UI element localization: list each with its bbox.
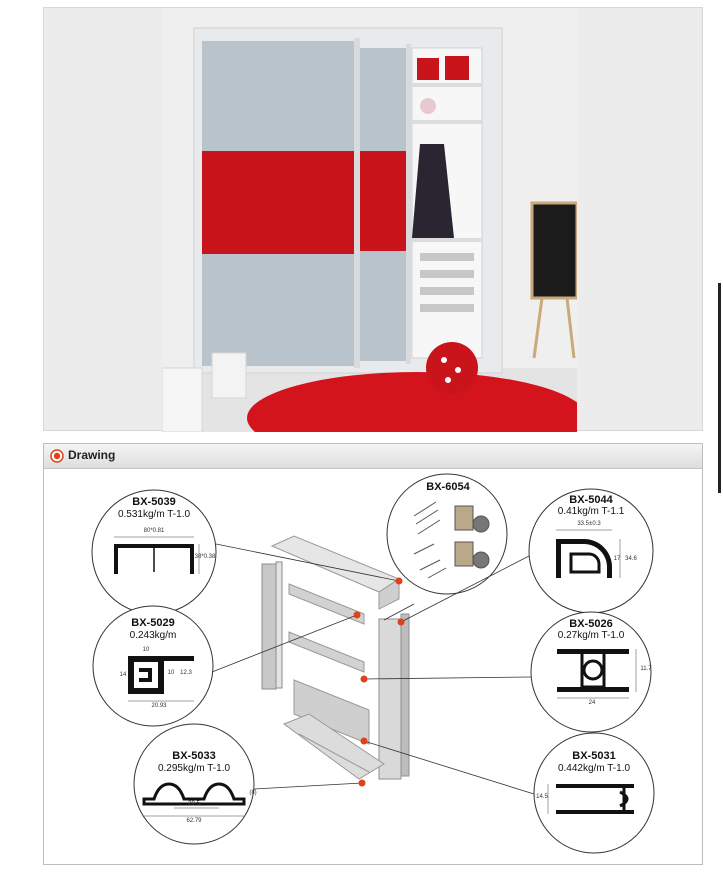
part-spec-bx5033: 0.295kg/m T-1.0	[157, 763, 231, 774]
dim-bx5026-width: 24	[588, 700, 596, 706]
part-spec-bx5026: 0.27kg/m T-1.0	[557, 630, 625, 641]
dim-bx5039-height: 38*0.38	[194, 554, 216, 560]
dim-bx5029-bottom: 20.93	[151, 703, 167, 709]
part-code-bx5044: BX-5044	[569, 494, 613, 506]
dim-bx5029-mid: 10	[167, 670, 175, 676]
dim-bx5029-top: 10	[142, 647, 150, 653]
part-code-bx5029: BX-5029	[131, 617, 175, 629]
dim-bx5033-height: (8)	[249, 790, 257, 796]
part-code-bx5026: BX-5026	[569, 618, 613, 630]
part-code-bx5033: BX-5033	[172, 750, 216, 762]
dim-bx5039-width: 80*0.81	[143, 528, 165, 534]
part-spec-bx5039: 0.531kg/m T-1.0	[117, 509, 191, 520]
dim-bx5033-outer: 62.79	[186, 818, 202, 824]
dim-bx5044-17: 17	[613, 556, 621, 562]
page-edge-marker	[718, 283, 721, 493]
dim-bx5033-inner: 39.5	[188, 801, 200, 807]
part-spec-bx5031: 0.442kg/m T-1.0	[557, 763, 631, 774]
part-spec-bx5044: 0.41kg/m T-1.1	[557, 506, 625, 517]
part-code-bx5039: BX-5039	[132, 496, 176, 508]
product-photo-frame	[43, 7, 703, 431]
part-code-bx5031: BX-5031	[572, 750, 616, 762]
drawing-panel	[43, 443, 703, 865]
dim-bx5026-height: 11.7	[640, 666, 652, 672]
dim-bx5031-height: 14.5	[536, 794, 548, 800]
part-code-bx6054: BX-6054	[426, 481, 470, 493]
dim-bx5029-left: 14	[119, 672, 127, 678]
dim-bx5044-height: 34.6	[625, 556, 637, 562]
part-spec-bx5029: 0.243kg/m	[129, 630, 177, 641]
exploded-assembly	[262, 536, 409, 779]
dim-bx5044-width: 33.5±0.3	[577, 521, 601, 527]
dim-bx5029-right: 12.3	[180, 670, 192, 676]
drawing-title: Drawing	[68, 448, 116, 462]
wardrobe-room-photo	[162, 8, 577, 432]
